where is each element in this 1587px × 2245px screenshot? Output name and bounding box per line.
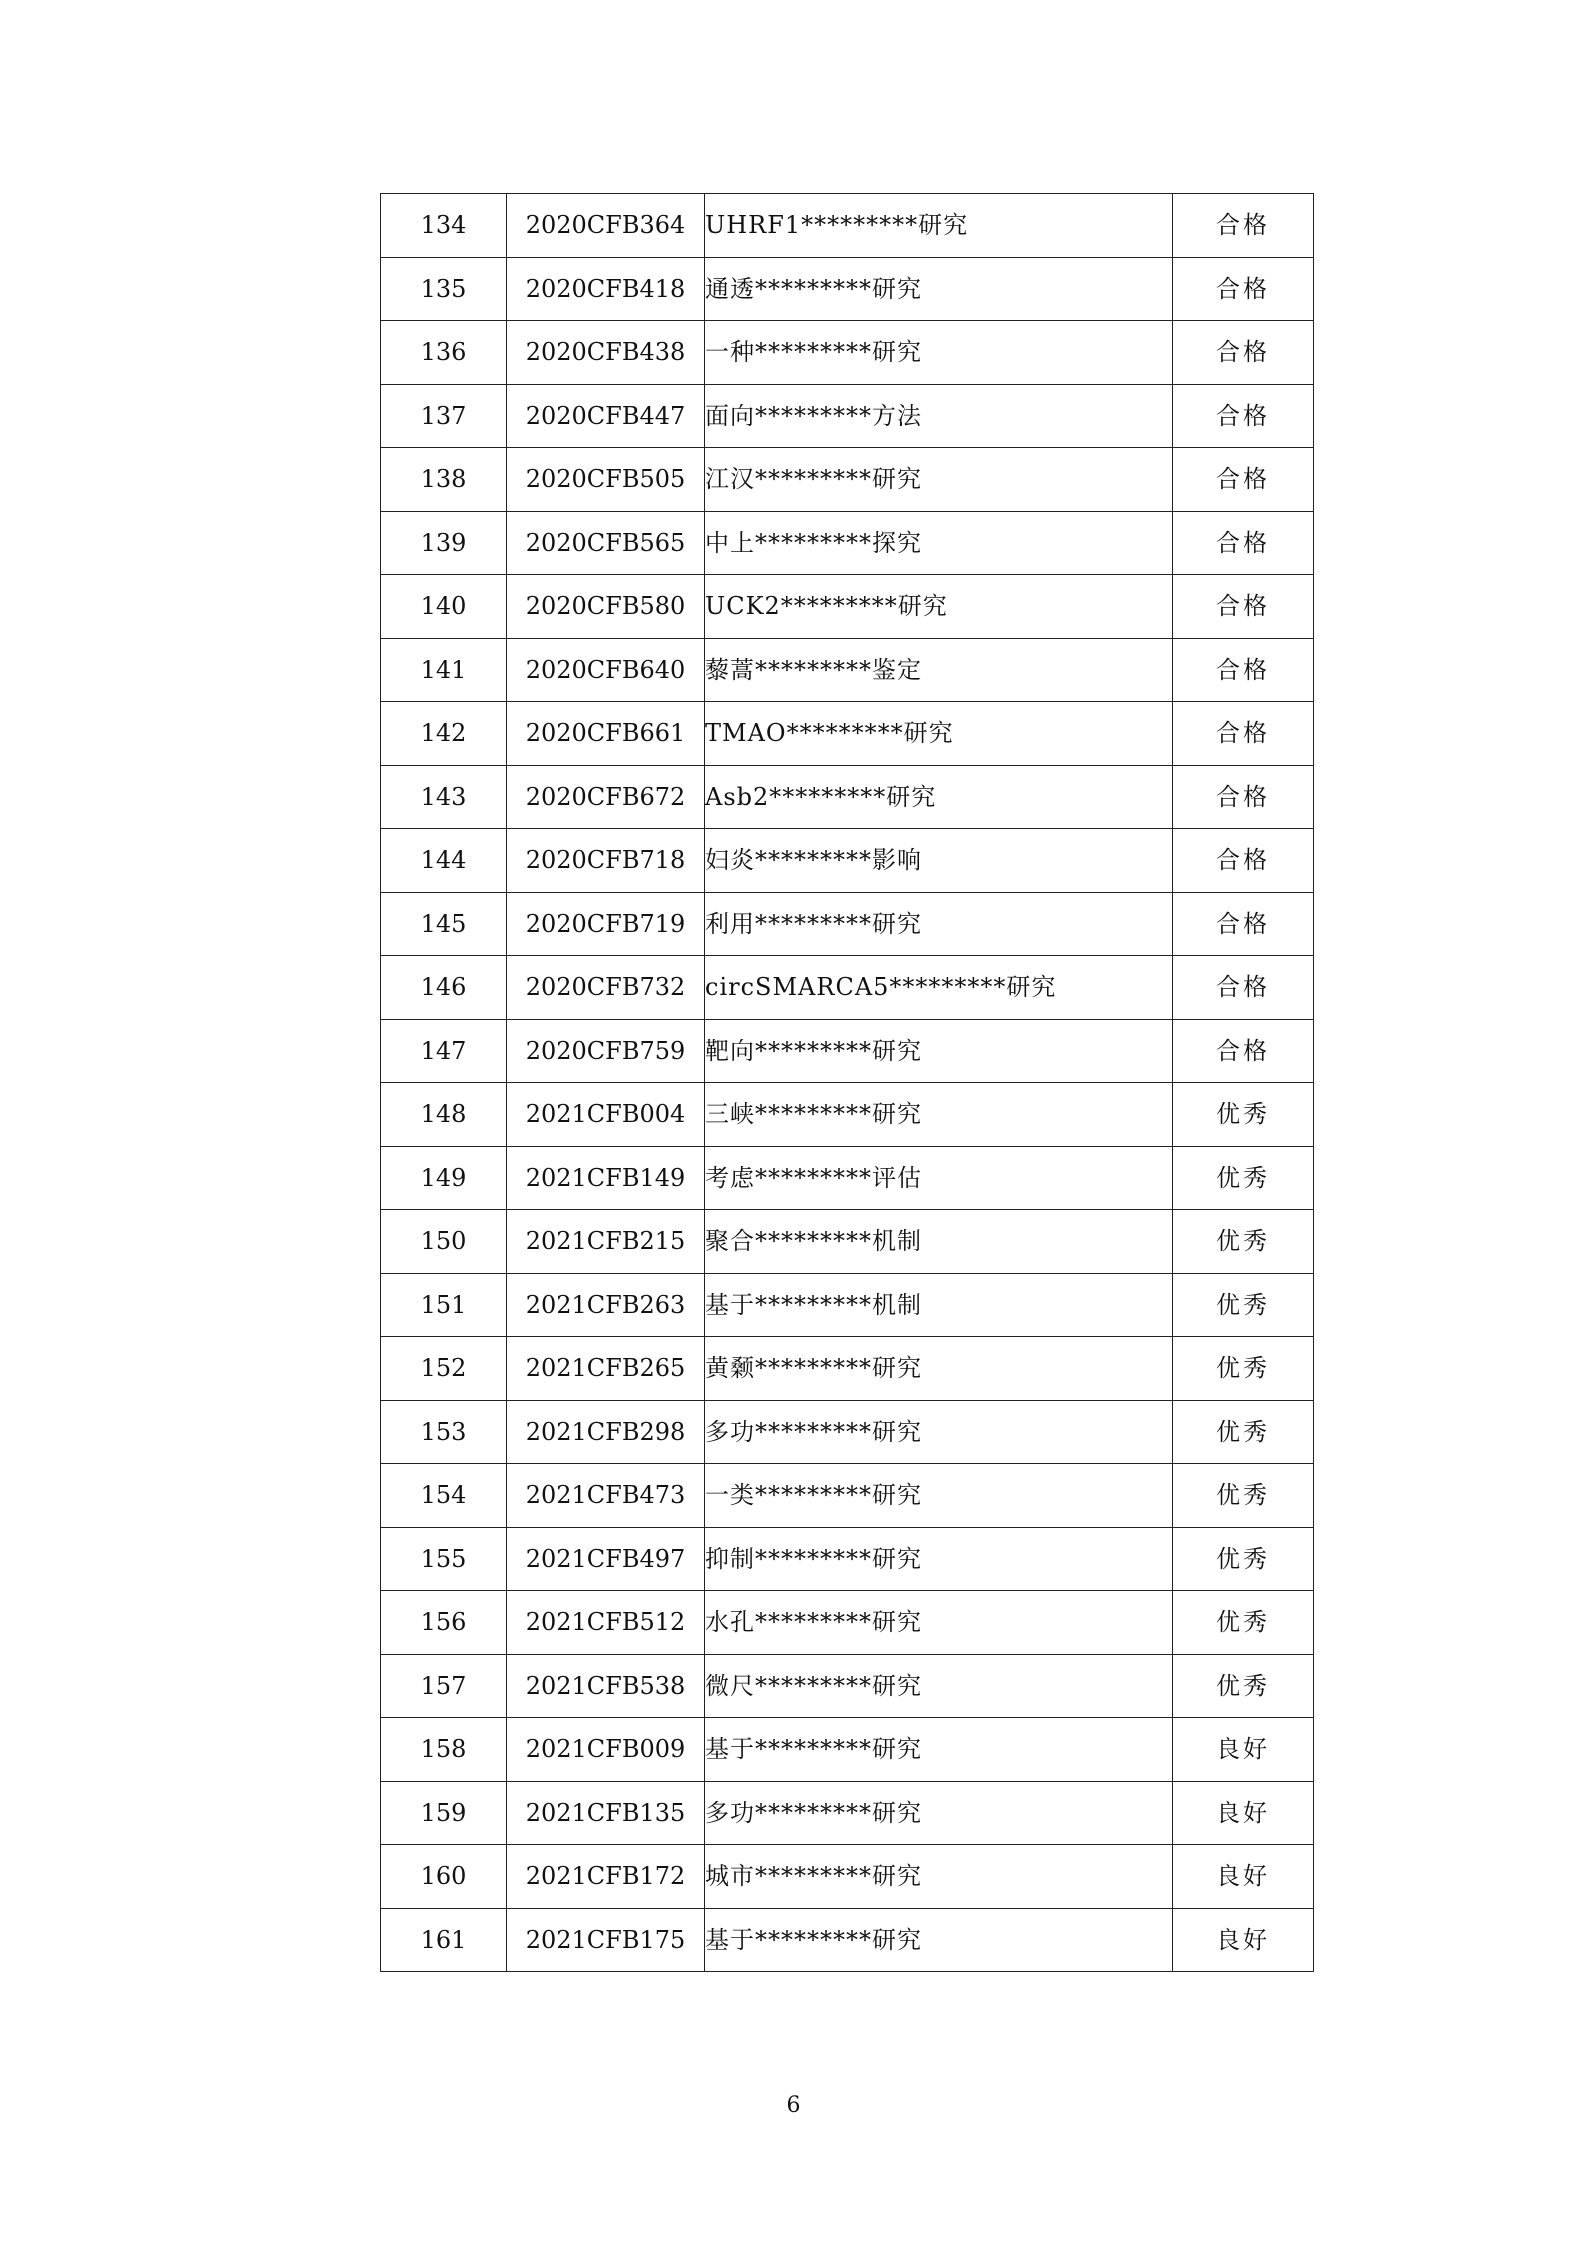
evaluation-grade: 合格: [1173, 257, 1314, 321]
project-title: 多功*********研究: [705, 1400, 1173, 1464]
table-row: [381, 194, 1314, 258]
project-title: 聚合*********机制: [705, 1210, 1173, 1274]
evaluation-grade: 合格: [1173, 829, 1314, 893]
project-title: 微尺*********研究: [705, 1654, 1173, 1718]
evaluation-grade: 合格: [1173, 702, 1314, 766]
evaluation-grade: 优秀: [1173, 1464, 1314, 1528]
project-code: 2020CFB580: [507, 575, 705, 639]
project-title: 一类*********研究: [705, 1464, 1173, 1528]
evaluation-grade: 合格: [1173, 194, 1314, 258]
evaluation-grade: 合格: [1173, 638, 1314, 702]
project-title: 三峡*********研究: [705, 1083, 1173, 1147]
table-row: [381, 829, 1314, 893]
project-code: 2020CFB672: [507, 765, 705, 829]
project-code: 2020CFB438: [507, 321, 705, 385]
evaluation-grade: 优秀: [1173, 1527, 1314, 1591]
row-number: 150: [381, 1210, 507, 1274]
project-title: 靶向*********研究: [705, 1019, 1173, 1083]
project-code: 2020CFB661: [507, 702, 705, 766]
evaluation-grade: 合格: [1173, 448, 1314, 512]
evaluation-grade: 良好: [1173, 1781, 1314, 1845]
row-number: 146: [381, 956, 507, 1020]
evaluation-grade: 优秀: [1173, 1083, 1314, 1147]
table-row: [381, 1083, 1314, 1147]
evaluation-grade: 合格: [1173, 321, 1314, 385]
project-title: 考虑*********评估: [705, 1146, 1173, 1210]
project-code: 2021CFB265: [507, 1337, 705, 1401]
row-number: 147: [381, 1019, 507, 1083]
table-row: [381, 1718, 1314, 1782]
row-number: 158: [381, 1718, 507, 1782]
row-number: 153: [381, 1400, 507, 1464]
row-number: 149: [381, 1146, 507, 1210]
page-number: 6: [786, 2093, 801, 2118]
project-code: 2020CFB364: [507, 194, 705, 258]
table-row: [381, 1273, 1314, 1337]
table-row: [381, 638, 1314, 702]
project-code: 2021CFB135: [507, 1781, 705, 1845]
table-row: [381, 1654, 1314, 1718]
project-title: 水孔*********研究: [705, 1591, 1173, 1655]
project-code: 2020CFB732: [507, 956, 705, 1020]
evaluation-grade: 优秀: [1173, 1210, 1314, 1274]
project-title: 妇炎*********影响: [705, 829, 1173, 893]
row-number: 154: [381, 1464, 507, 1528]
project-code: 2021CFB473: [507, 1464, 705, 1528]
table-row: [381, 1908, 1314, 1972]
row-number: 151: [381, 1273, 507, 1337]
table-row: [381, 956, 1314, 1020]
project-title: circSMARCA5*********研究: [705, 956, 1173, 1020]
project-code: 2020CFB505: [507, 448, 705, 512]
table-row: [381, 575, 1314, 639]
row-number: 159: [381, 1781, 507, 1845]
evaluation-grade: 合格: [1173, 765, 1314, 829]
project-code: 2020CFB759: [507, 1019, 705, 1083]
row-number: 137: [381, 384, 507, 448]
project-results-table: [380, 193, 1314, 1972]
row-number: 156: [381, 1591, 507, 1655]
evaluation-grade: 良好: [1173, 1908, 1314, 1972]
evaluation-grade: 合格: [1173, 511, 1314, 575]
table-row: [381, 448, 1314, 512]
row-number: 145: [381, 892, 507, 956]
table-row: [381, 1464, 1314, 1528]
row-number: 136: [381, 321, 507, 385]
table-row: [381, 1527, 1314, 1591]
evaluation-grade: 合格: [1173, 384, 1314, 448]
evaluation-grade: 优秀: [1173, 1337, 1314, 1401]
row-number: 160: [381, 1845, 507, 1909]
project-code: 2021CFB497: [507, 1527, 705, 1591]
table-row: [381, 1845, 1314, 1909]
project-title: 基于*********机制: [705, 1273, 1173, 1337]
table-row: [381, 702, 1314, 766]
project-title: 基于*********研究: [705, 1908, 1173, 1972]
project-code: 2021CFB538: [507, 1654, 705, 1718]
project-code: 2021CFB298: [507, 1400, 705, 1464]
row-number: 155: [381, 1527, 507, 1591]
row-number: 152: [381, 1337, 507, 1401]
project-code: 2020CFB565: [507, 511, 705, 575]
project-code: 2021CFB009: [507, 1718, 705, 1782]
evaluation-grade: 良好: [1173, 1718, 1314, 1782]
table-row: [381, 1210, 1314, 1274]
evaluation-grade: 合格: [1173, 1019, 1314, 1083]
table-row: [381, 765, 1314, 829]
evaluation-grade: 优秀: [1173, 1654, 1314, 1718]
row-number: 161: [381, 1908, 507, 1972]
project-code: 2020CFB447: [507, 384, 705, 448]
project-title: 抑制*********研究: [705, 1527, 1173, 1591]
table-row: [381, 384, 1314, 448]
project-title: 多功*********研究: [705, 1781, 1173, 1845]
evaluation-grade: 优秀: [1173, 1146, 1314, 1210]
evaluation-grade: 合格: [1173, 956, 1314, 1020]
table-row: [381, 511, 1314, 575]
row-number: 139: [381, 511, 507, 575]
project-title: TMAO*********研究: [705, 702, 1173, 766]
project-code: 2021CFB175: [507, 1908, 705, 1972]
project-title: 黄颡*********研究: [705, 1337, 1173, 1401]
project-code: 2021CFB512: [507, 1591, 705, 1655]
row-number: 138: [381, 448, 507, 512]
row-number: 157: [381, 1654, 507, 1718]
table-row: [381, 1146, 1314, 1210]
table-row: [381, 1781, 1314, 1845]
project-title: 面向*********方法: [705, 384, 1173, 448]
project-title: UCK2*********研究: [705, 575, 1173, 639]
project-code: 2020CFB718: [507, 829, 705, 893]
project-title: 利用*********研究: [705, 892, 1173, 956]
project-code: 2021CFB263: [507, 1273, 705, 1337]
evaluation-grade: 优秀: [1173, 1400, 1314, 1464]
project-title: 一种*********研究: [705, 321, 1173, 385]
project-code: 2020CFB719: [507, 892, 705, 956]
project-title: 基于*********研究: [705, 1718, 1173, 1782]
project-code: 2021CFB149: [507, 1146, 705, 1210]
row-number: 142: [381, 702, 507, 766]
project-code: 2021CFB215: [507, 1210, 705, 1274]
evaluation-grade: 优秀: [1173, 1273, 1314, 1337]
row-number: 135: [381, 257, 507, 321]
row-number: 143: [381, 765, 507, 829]
project-title: 通透*********研究: [705, 257, 1173, 321]
project-title: 藜蒿*********鉴定: [705, 638, 1173, 702]
project-code: 2021CFB004: [507, 1083, 705, 1147]
project-title: 江汉*********研究: [705, 448, 1173, 512]
table-row: [381, 1019, 1314, 1083]
project-code: 2020CFB418: [507, 257, 705, 321]
row-number: 141: [381, 638, 507, 702]
table-row: [381, 257, 1314, 321]
project-title: UHRF1*********研究: [705, 194, 1173, 258]
project-title: 城市*********研究: [705, 1845, 1173, 1909]
row-number: 140: [381, 575, 507, 639]
project-code: 2020CFB640: [507, 638, 705, 702]
project-title: 中上*********探究: [705, 511, 1173, 575]
table-row: [381, 1400, 1314, 1464]
row-number: 134: [381, 194, 507, 258]
table-row: [381, 1337, 1314, 1401]
row-number: 144: [381, 829, 507, 893]
evaluation-grade: 良好: [1173, 1845, 1314, 1909]
evaluation-grade: 合格: [1173, 892, 1314, 956]
evaluation-grade: 合格: [1173, 575, 1314, 639]
table-row: [381, 892, 1314, 956]
project-title: Asb2*********研究: [705, 765, 1173, 829]
row-number: 148: [381, 1083, 507, 1147]
table-row: [381, 321, 1314, 385]
table-row: [381, 1591, 1314, 1655]
project-code: 2021CFB172: [507, 1845, 705, 1909]
evaluation-grade: 优秀: [1173, 1591, 1314, 1655]
table-body: [381, 194, 1314, 1972]
